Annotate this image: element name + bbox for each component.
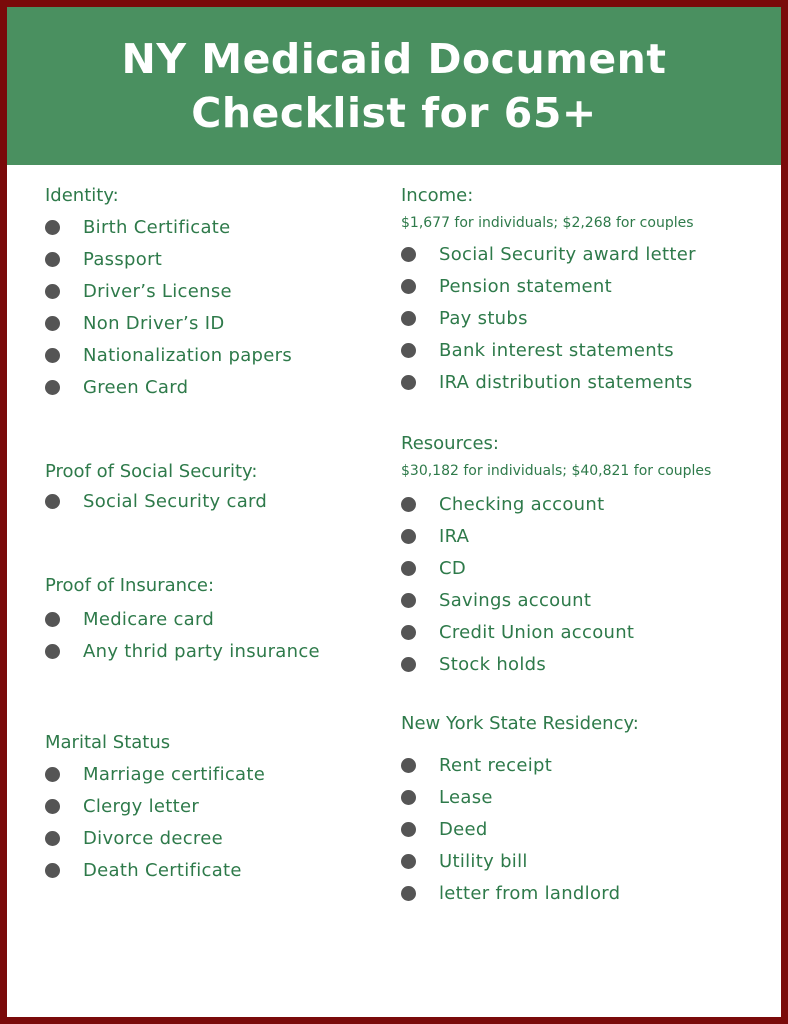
bullet-icon [45,220,60,235]
bullet-icon [401,657,416,672]
bullet-icon [45,494,60,509]
insurance-list [45,603,320,667]
list-item: Rent receipt [401,749,639,781]
bullet-icon [45,348,60,363]
list-item: Divorce decree [45,822,265,854]
list-item: Deed [401,813,639,845]
bullet-icon [45,612,60,627]
list-item: letter from landlord [401,877,639,909]
resources-limit-note: $30,182 for individuals; $40,821 for couples [401,463,712,479]
list-item: Social Security award letter [401,238,696,270]
bullet-icon [401,375,416,390]
header-banner [7,7,781,165]
list-item: Passport [45,243,292,275]
marital-list [45,758,265,886]
bullet-icon [45,284,60,299]
list-item: Pay stubs [401,302,696,334]
bullet-icon [45,644,60,659]
section-title: Proof of Insurance: [45,575,215,596]
income-list [401,238,696,398]
bullet-icon [401,886,416,901]
list-item: CD [401,552,711,584]
section-title: Identity: [45,185,119,206]
income-limit-note: $1,677 for individuals; $2,268 for couples [401,215,694,231]
list-item: Checking account [401,488,711,520]
list-item: Pension statement [401,270,696,302]
bullet-icon [45,316,60,331]
bullet-icon [45,799,60,814]
bullet-icon [45,380,60,395]
social-security-list [45,485,267,517]
bullet-icon [401,854,416,869]
section-title: Marital Status [45,732,171,753]
bullet-icon [45,767,60,782]
bullet-icon [45,252,60,267]
list-item: Medicare card [45,603,320,635]
list-item: Bank interest statements [401,334,696,366]
section-insurance [45,575,320,667]
list-item: Social Security card [45,485,267,517]
identity-list [45,211,292,403]
section-title: New York State Residency: [401,713,639,734]
bullet-icon [401,497,416,512]
bullet-icon [401,343,416,358]
list-item: Stock holds [401,648,711,680]
bullet-icon [401,790,416,805]
bullet-icon [45,831,60,846]
bullet-icon [401,822,416,837]
list-item: Utility bill [401,845,639,877]
list-item: Green Card [45,371,292,403]
residency-list [401,749,639,909]
section-marital [45,732,265,886]
bullet-icon [401,279,416,294]
bullet-icon [45,863,60,878]
list-item: Non Driver’s ID [45,307,292,339]
bullet-icon [401,593,416,608]
bullet-icon [401,247,416,262]
list-item: IRA distribution statements [401,366,696,398]
section-residency [401,713,639,909]
section-social-security [45,461,267,517]
list-item: Marriage certificate [45,758,265,790]
bullet-icon [401,311,416,326]
list-item: Savings account [401,584,711,616]
section-title: Resources: [401,433,499,454]
list-item: Clergy letter [45,790,265,822]
list-item: Credit Union account [401,616,711,648]
list-item: IRA [401,520,711,552]
section-title: Income: [401,185,474,206]
section-title: Proof of Social Security: [45,461,258,482]
page-title: NY Medicaid Document Checklist for 65+ [121,35,667,137]
resources-list [401,488,711,680]
list-item: Nationalization papers [45,339,292,371]
list-item: Birth Certificate [45,211,292,243]
list-item: Lease [401,781,639,813]
bullet-icon [401,529,416,544]
list-item: Any thrid party insurance [45,635,320,667]
section-income [401,185,696,398]
list-item: Death Certificate [45,854,265,886]
bullet-icon [401,758,416,773]
bullet-icon [401,561,416,576]
list-item: Driver’s License [45,275,292,307]
section-identity [45,185,292,403]
bullet-icon [401,625,416,640]
section-resources [401,433,711,680]
